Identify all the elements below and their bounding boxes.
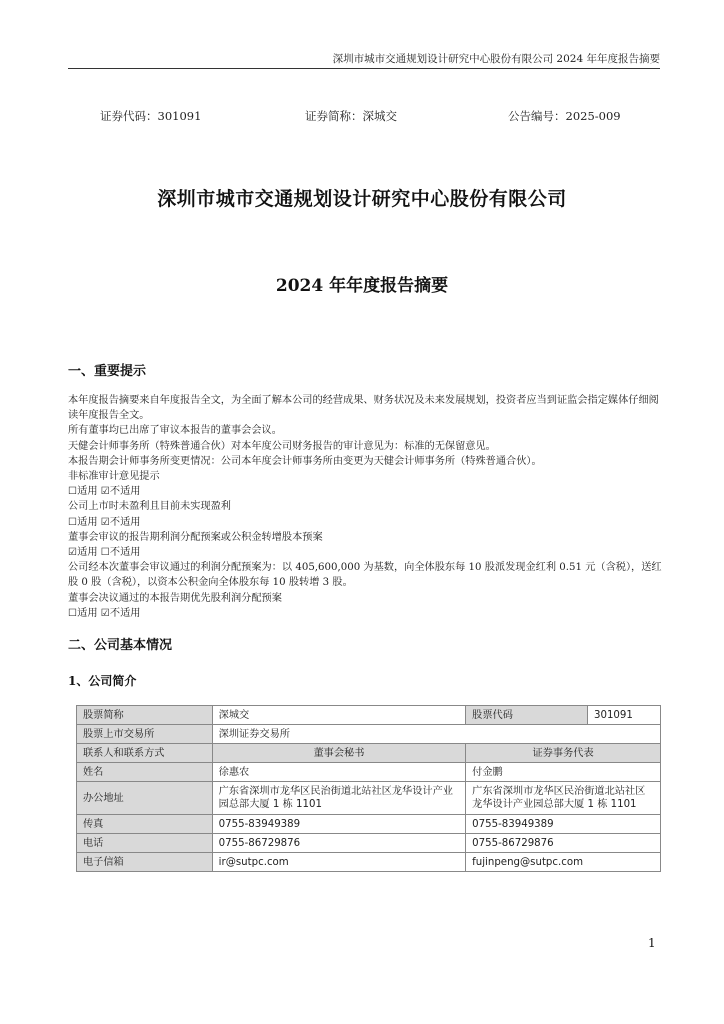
note-line: 天健会计师事务所（特殊普通合伙）对本年度公司财务报告的审计意见为：标准的无保留意见。 (68, 440, 496, 452)
section2-subtitle: 1、公司简介 (68, 674, 137, 688)
exchange-label: 股票上市交易所 (77, 725, 213, 744)
table-row (77, 815, 661, 834)
checkbox-line: ☐适用 ☑不适用 (68, 516, 141, 528)
note-line: 公司经本次董事会审议通过的利润分配预案为：以 405,600,000 为基数，向全体股东每 10 股派发现金红利 0.51 元（含税），送红股 0 股（含税），以资本公积金向全体股东每 10 股转增 3 股。 (68, 562, 662, 589)
running-header: 深圳市城市交通规划设计研究中心股份有限公司 2024 年年度报告摘要 (332, 53, 660, 65)
row-label: 办公地址 (77, 782, 213, 815)
checkbox-line: ☐适用 ☑不适用 (68, 486, 141, 498)
note-line: 本年度报告摘要来自年度报告全文，为全面了解本公司的经营成果、财务状况及未来发展规划，投资者应当到证监会指定媒体仔细阅读年度报告全文。 (68, 395, 659, 422)
secretary-value: ir@sutpc.com (212, 853, 466, 872)
checkbox-line: ☐适用 ☑不适用 (68, 607, 141, 619)
rep-value: 广东省深圳市龙华区民治街道北站社区龙华设计产业园总部大厦 1 栋 1101 (466, 782, 661, 815)
row-label: 姓名 (77, 763, 213, 782)
rep-value: 0755-86729876 (466, 834, 661, 853)
stock-abbr-label: 股票简称 (77, 706, 213, 725)
table-row (77, 744, 661, 763)
note-line: 公司上市时未盈利且目前未实现盈利 (68, 501, 231, 513)
row-label: 电子信箱 (77, 853, 213, 872)
report-title: 2024 年年度报告摘要 (275, 276, 449, 296)
secretary-value: 0755-83949389 (212, 815, 466, 834)
rep-value: 0755-83949389 (466, 815, 661, 834)
section1-title: 一、重要提示 (68, 364, 147, 379)
stock-code-label: 股票代码 (466, 706, 588, 725)
stock-abbr-value: 深城交 (212, 706, 466, 725)
note-line: 所有董事均已出席了审议本报告的董事会会议。 (68, 425, 282, 437)
exchange-value: 深圳证券交易所 (212, 725, 660, 744)
secretary-value: 0755-86729876 (212, 834, 466, 853)
secretary-value: 徐惠农 (212, 763, 466, 782)
announcement-number: 公告编号：2025-009 (508, 109, 621, 123)
company-profile-table (76, 705, 661, 872)
secretary-value: 广东省深圳市龙华区民治街道北站社区龙华设计产业园总部大厦 1 栋 1101 (212, 782, 466, 815)
row-label: 传真 (77, 815, 213, 834)
checkbox-line: ☑适用 ☐不适用 (68, 547, 141, 559)
note-line: 董事会决议通过的本报告期优先股利润分配预案 (68, 592, 282, 604)
table-row (77, 763, 661, 782)
rep-value: 付金鹏 (466, 763, 661, 782)
contact-label: 联系人和联系方式 (77, 744, 213, 763)
secretary-header: 董事会秘书 (212, 744, 466, 763)
table-row (77, 834, 661, 853)
rep-header: 证券事务代表 (466, 744, 661, 763)
table-row (77, 782, 661, 815)
note-line: 董事会审议的报告期利润分配预案或公积金转增股本预案 (68, 531, 323, 543)
header-rule (68, 68, 660, 69)
section2-title: 二、公司基本情况 (68, 638, 173, 653)
row-label: 电话 (77, 834, 213, 853)
rep-value: fujinpeng@sutpc.com (466, 853, 661, 872)
stock-code: 证券代码：301091 (100, 109, 202, 123)
table-row (77, 725, 661, 744)
table-row (77, 853, 661, 872)
table-row (77, 706, 661, 725)
note-line: 非标准审计意见提示 (68, 471, 160, 483)
company-name: 深圳市城市交通规划设计研究中心股份有限公司 (157, 188, 567, 210)
stock-short-name: 证券简称：深城交 (305, 109, 397, 123)
page-number: 1 (648, 936, 656, 950)
note-line: 本报告期会计师事务所变更情况：公司本年度会计师事务所由变更为天健会计师事务所（特殊普通合伙）。 (68, 455, 542, 467)
stock-code-value: 301091 (587, 706, 660, 725)
important-notes (68, 393, 662, 621)
